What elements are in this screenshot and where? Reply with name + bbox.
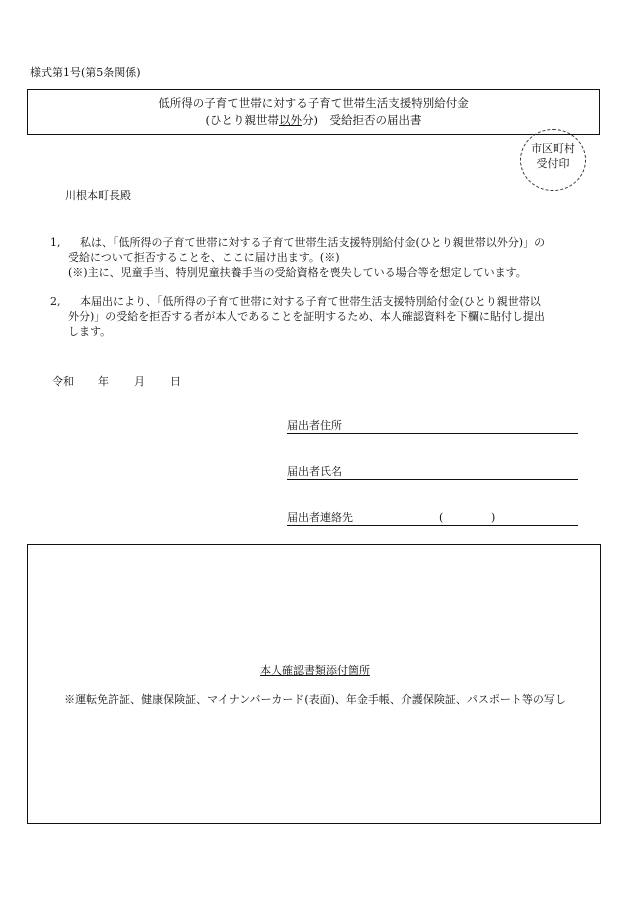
item-2-line1: 本届出により、「低所得の子育て世帯に対する子育て世帯生活支援特別給付金(ひとり親世帯以 [80, 295, 541, 308]
contact-label: 届出者連絡先 [287, 511, 353, 524]
date-year-label: 年 [98, 375, 109, 388]
item-1-note: (※)主に、児童手当、特別児童扶養手当の受給資格を喪失している場合等を想定しています。 [68, 266, 527, 279]
form-title-line2-suffix: 分) 受給拒否の届出書 [302, 113, 422, 127]
form-title-line2 [28, 112, 599, 129]
contact-field[interactable] [287, 511, 578, 526]
seal-label-line1: 市区町村 [531, 142, 575, 155]
address-label: 届出者住所 [287, 419, 342, 432]
item-2-line2: 外分)」の受給を拒否する者が本人であることを証明するため、本人確認資料を下欄に貼付し提出 [68, 310, 545, 323]
address-field[interactable] [287, 419, 578, 434]
item-1-line1: 私は、「低所得の子育て世帯に対する子育て世帯生活支援特別給付金(ひとり親世帯以外分)」の [80, 236, 546, 249]
id-document-attachment-area[interactable] [27, 544, 601, 824]
date-era: 令和 [52, 375, 74, 388]
name-field[interactable] [287, 465, 578, 480]
recipient-name: 川根本町長殿 [65, 189, 131, 202]
date-day-label: 日 [170, 375, 181, 388]
item-2-number: 2, [50, 295, 61, 308]
name-label: 届出者氏名 [287, 465, 342, 478]
attachment-title: 本人確認書類添付箇所 [260, 664, 370, 677]
form-title-underlined-word: 以外 [279, 113, 302, 127]
item-1-number: 1, [50, 236, 61, 249]
seal-label-line2: 受付印 [536, 157, 570, 170]
contact-paren-open: ( [439, 511, 444, 524]
date-line [52, 373, 181, 389]
date-month-label: 月 [134, 375, 145, 388]
attachment-note: ※運転免許証、健康保険証、マイナンバーカード(表面)、年金手帳、介護保険証、パスポート等の写し [64, 693, 566, 706]
statement-item-1 [50, 235, 590, 280]
statement-item-2 [50, 294, 590, 339]
form-title-box [27, 89, 600, 135]
form-number: 様式第1号(第5条関係) [30, 66, 141, 79]
form-title-line2-prefix: (ひとり親世帯 [205, 113, 279, 127]
form-title-line1: 低所得の子育て世帯に対する子育て世帯生活支援特別給付金 [158, 96, 469, 110]
reception-seal-circle [520, 129, 586, 191]
contact-paren-close: ) [491, 511, 496, 524]
item-1-line2: 受給について拒否することを、ここに届け出ます。(※) [68, 251, 340, 264]
item-2-line3: します。 [68, 325, 112, 338]
